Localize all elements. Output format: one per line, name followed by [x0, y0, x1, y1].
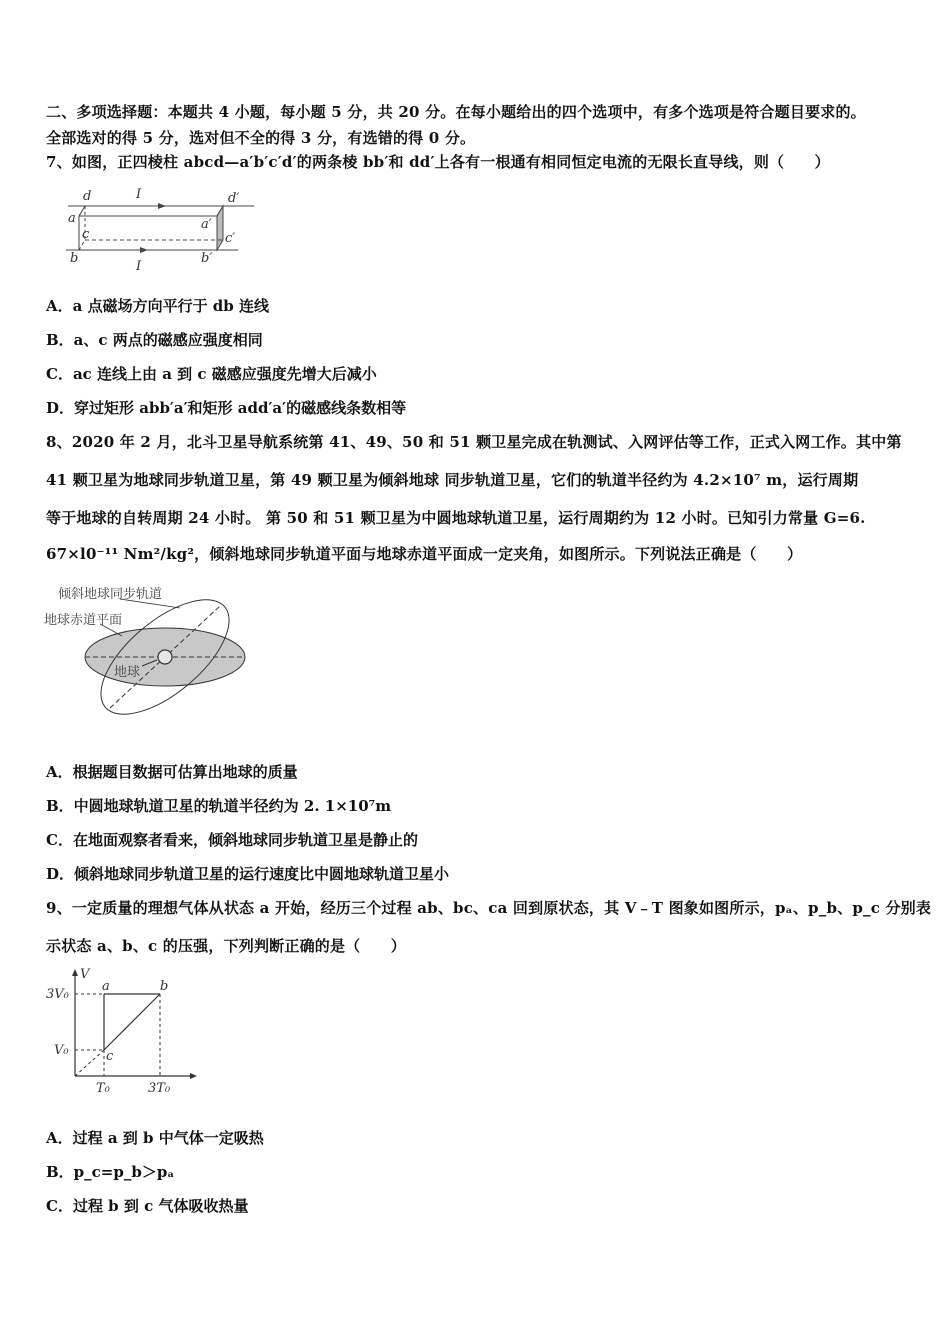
q8-stem-line4: 67×l0⁻¹¹ Nm²/kg²，倾斜地球同步轨道平面与地球赤道平面成一定夹角，如图所示。下列说法正确是（ ） — [46, 545, 803, 563]
section-heading-line2: 全部选对的得 5 分，选对但不全的得 3 分，有选错的得 0 分。 — [46, 129, 476, 147]
q8-option-c: C．在地面观察者看来，倾斜地球同步轨道卫星是静止的 — [46, 831, 418, 849]
q7-label-d: d — [83, 189, 92, 204]
q7-option-a: A．a 点磁场方向平行于 db 连线 — [46, 297, 270, 315]
q8-option-b: B．中圆地球轨道卫星的轨道半径约为 2. 1×10⁷m — [46, 797, 392, 815]
q8-figure — [40, 578, 260, 723]
q7-label-c-prime: c′ — [225, 231, 236, 246]
q7-label-c: c — [82, 227, 90, 242]
q8-option-d: D．倾斜地球同步轨道卫星的运行速度比中圆地球轨道卫星小 — [46, 865, 450, 883]
q9-label-V0: V₀ — [54, 1043, 69, 1058]
q7-label-b: b — [70, 251, 79, 266]
q8-label-inclined-orbit: 倾斜地球同步轨道 — [58, 587, 163, 602]
q8-label-equator-plane: 地球赤道平面 — [44, 613, 123, 628]
section-heading-line1: 二、多项选择题：本题共 4 小题，每小题 5 分，共 20 分。在每小题给出的四个选项中，有多个选项是符合题目要求的。 — [46, 103, 866, 121]
q7-label-I-top: I — [136, 187, 142, 202]
q9-label-3V0: 3V₀ — [46, 987, 69, 1002]
q8-stem-line1: 8、2020 年 2 月，北斗卫星导航系统第 41、49、50 和 51 颗卫星完成在轨测试、入网评估等工作，正式入网工作。其中第 — [46, 433, 902, 451]
q9-label-c: c — [106, 1049, 114, 1064]
q9-label-a: a — [102, 979, 110, 994]
q9-label-b: b — [160, 979, 169, 994]
q9-stem-line2: 示状态 a、b、c 的压强，下列判断正确的是（ ） — [46, 937, 406, 955]
q9-label-T0: T₀ — [96, 1081, 110, 1096]
q9-figure — [40, 964, 205, 1099]
q7-label-b-prime: b′ — [201, 251, 213, 266]
q7-option-d: D．穿过矩形 abb′a′和矩形 add′a′的磁感线条数相等 — [46, 399, 407, 417]
q7-label-I-bottom: I — [136, 259, 142, 274]
q7-option-c: C．ac 连线上由 a 到 c 磁感应强度先增大后减小 — [46, 365, 377, 383]
q7-stem: 7、如图，正四棱柱 abcd—a′b′c′d′的两条棱 bb′和 dd′上各有一根通有相同恒定电流的无限长直导线，则（ ） — [46, 153, 830, 171]
q9-option-b: B．p_c=p_b＞pₐ — [46, 1163, 175, 1181]
q7-label-d-prime: d′ — [228, 191, 240, 206]
q9-label-3T0: 3T₀ — [148, 1081, 171, 1096]
q7-label-a: a — [68, 211, 76, 226]
q9-stem-line1: 9、一定质量的理想气体从状态 a 开始，经历三个过程 ab、bc、ca 回到原状态，其 V﹣T 图象如图所示，pₐ、p_b、p_c 分别表 — [46, 899, 932, 917]
q7-label-a-prime: a′ — [201, 217, 212, 232]
q8-label-earth: 地球 — [114, 665, 141, 680]
q9-option-c: C．过程 b 到 c 气体吸收热量 — [46, 1197, 249, 1215]
q7-figure — [58, 180, 258, 280]
q7-option-b: B．a、c 两点的磁感应强度相同 — [46, 331, 263, 349]
q8-option-a: A．根据题目数据可估算出地球的质量 — [46, 763, 298, 781]
q8-stem-line3: 等于地球的自转周期 24 小时。 第 50 和 51 颗卫星为中圆地球轨道卫星，运行周期约为 12 小时。已知引力常量 G=6. — [46, 509, 866, 527]
q9-label-V: V — [80, 967, 90, 982]
q9-option-a: A．过程 a 到 b 中气体一定吸热 — [46, 1129, 264, 1147]
q8-stem-line2: 41 颗卫星为地球同步轨道卫星，第 49 颗卫星为倾斜地球 同步轨道卫星，它们的轨道半径约为 4.2×10⁷ m，运行周期 — [46, 471, 859, 489]
